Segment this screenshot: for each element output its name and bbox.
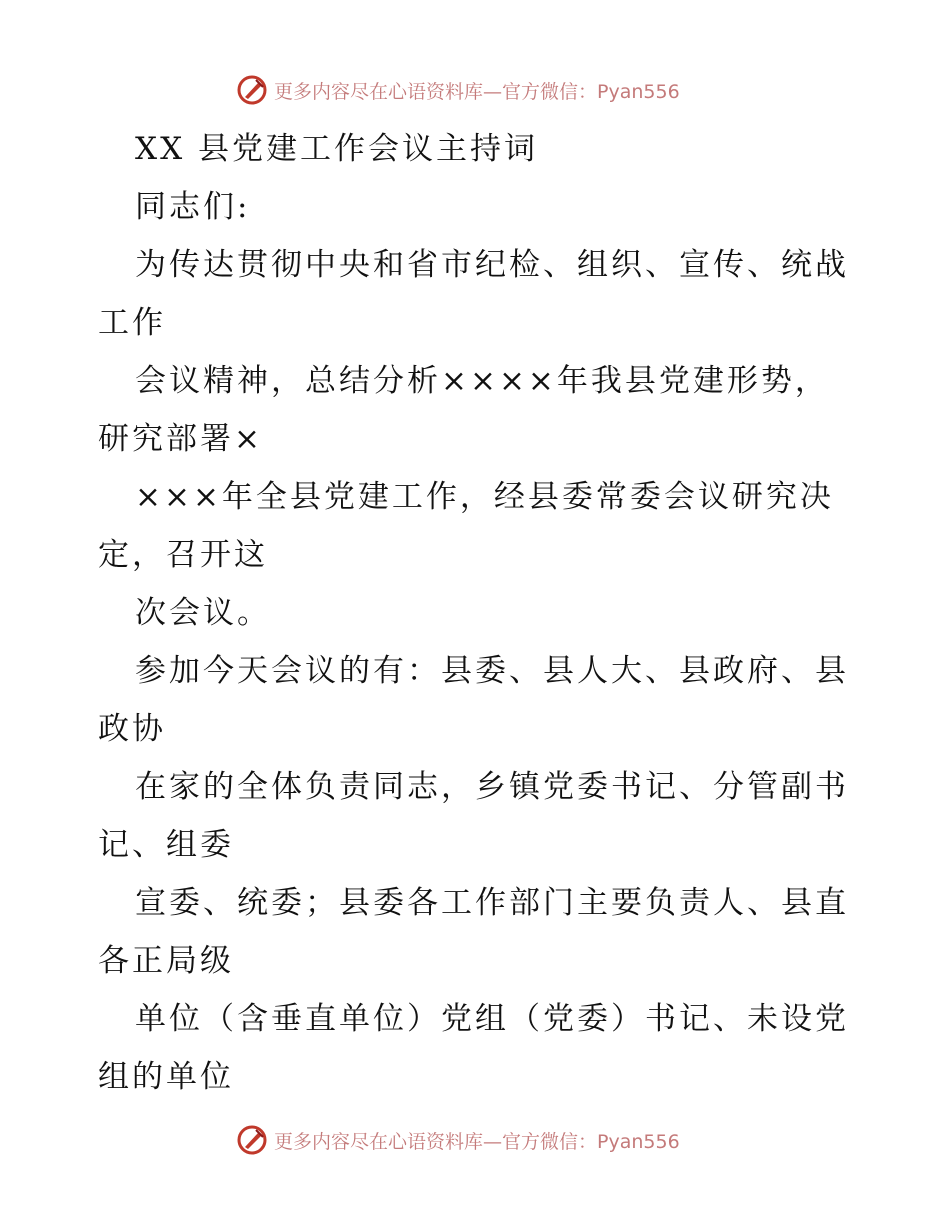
footer-watermark	[236, 1122, 680, 1158]
paragraph-line: 参加今天会议的有：县委、县人大、县政府、县	[135, 653, 849, 689]
paragraph-line: 宣委、统委；县委各工作部门主要负责人、县直	[135, 885, 849, 921]
paragraph-line: 会议精神，总结分析××××年我县党建形势，	[135, 363, 829, 399]
paragraph-line: 政协	[98, 711, 166, 747]
document-paragraphs	[98, 178, 853, 1106]
paragraph-line: 次会议。	[135, 595, 271, 631]
watermark-text: 更多内容尽在心语资料库—官方微信：Pyan556	[274, 1130, 680, 1153]
document-title: XX 县党建工作会议主持词	[135, 131, 538, 167]
paragraph-line: 同志们:	[135, 189, 251, 225]
paragraph-line: 组的单位	[98, 1059, 234, 1095]
paragraph-line: 在家的全体负责同志，乡镇党委书记、分管副书	[135, 769, 849, 805]
paragraph-line: 为传达贯彻中央和省市纪检、组织、宣传、统战	[135, 247, 849, 283]
header-watermark	[236, 72, 680, 108]
quill-logo-icon	[236, 74, 268, 106]
paragraph-line: 记、组委	[98, 827, 234, 863]
paragraph-line: 工作	[98, 305, 166, 341]
paragraph-line: 定，召开这	[98, 537, 268, 573]
quill-logo-icon	[236, 1124, 268, 1156]
watermark-text: 更多内容尽在心语资料库—官方微信：Pyan556	[274, 80, 680, 103]
paragraph-line: 单位（含垂直单位）党组（党委）书记、未设党	[135, 1001, 849, 1037]
paragraph-line: 各正局级	[98, 943, 234, 979]
paragraph-line: ×××年全县党建工作，经县委常委会议研究决	[135, 479, 834, 515]
paragraph-line: 研究部署×	[98, 421, 263, 457]
document-body	[98, 120, 853, 1106]
